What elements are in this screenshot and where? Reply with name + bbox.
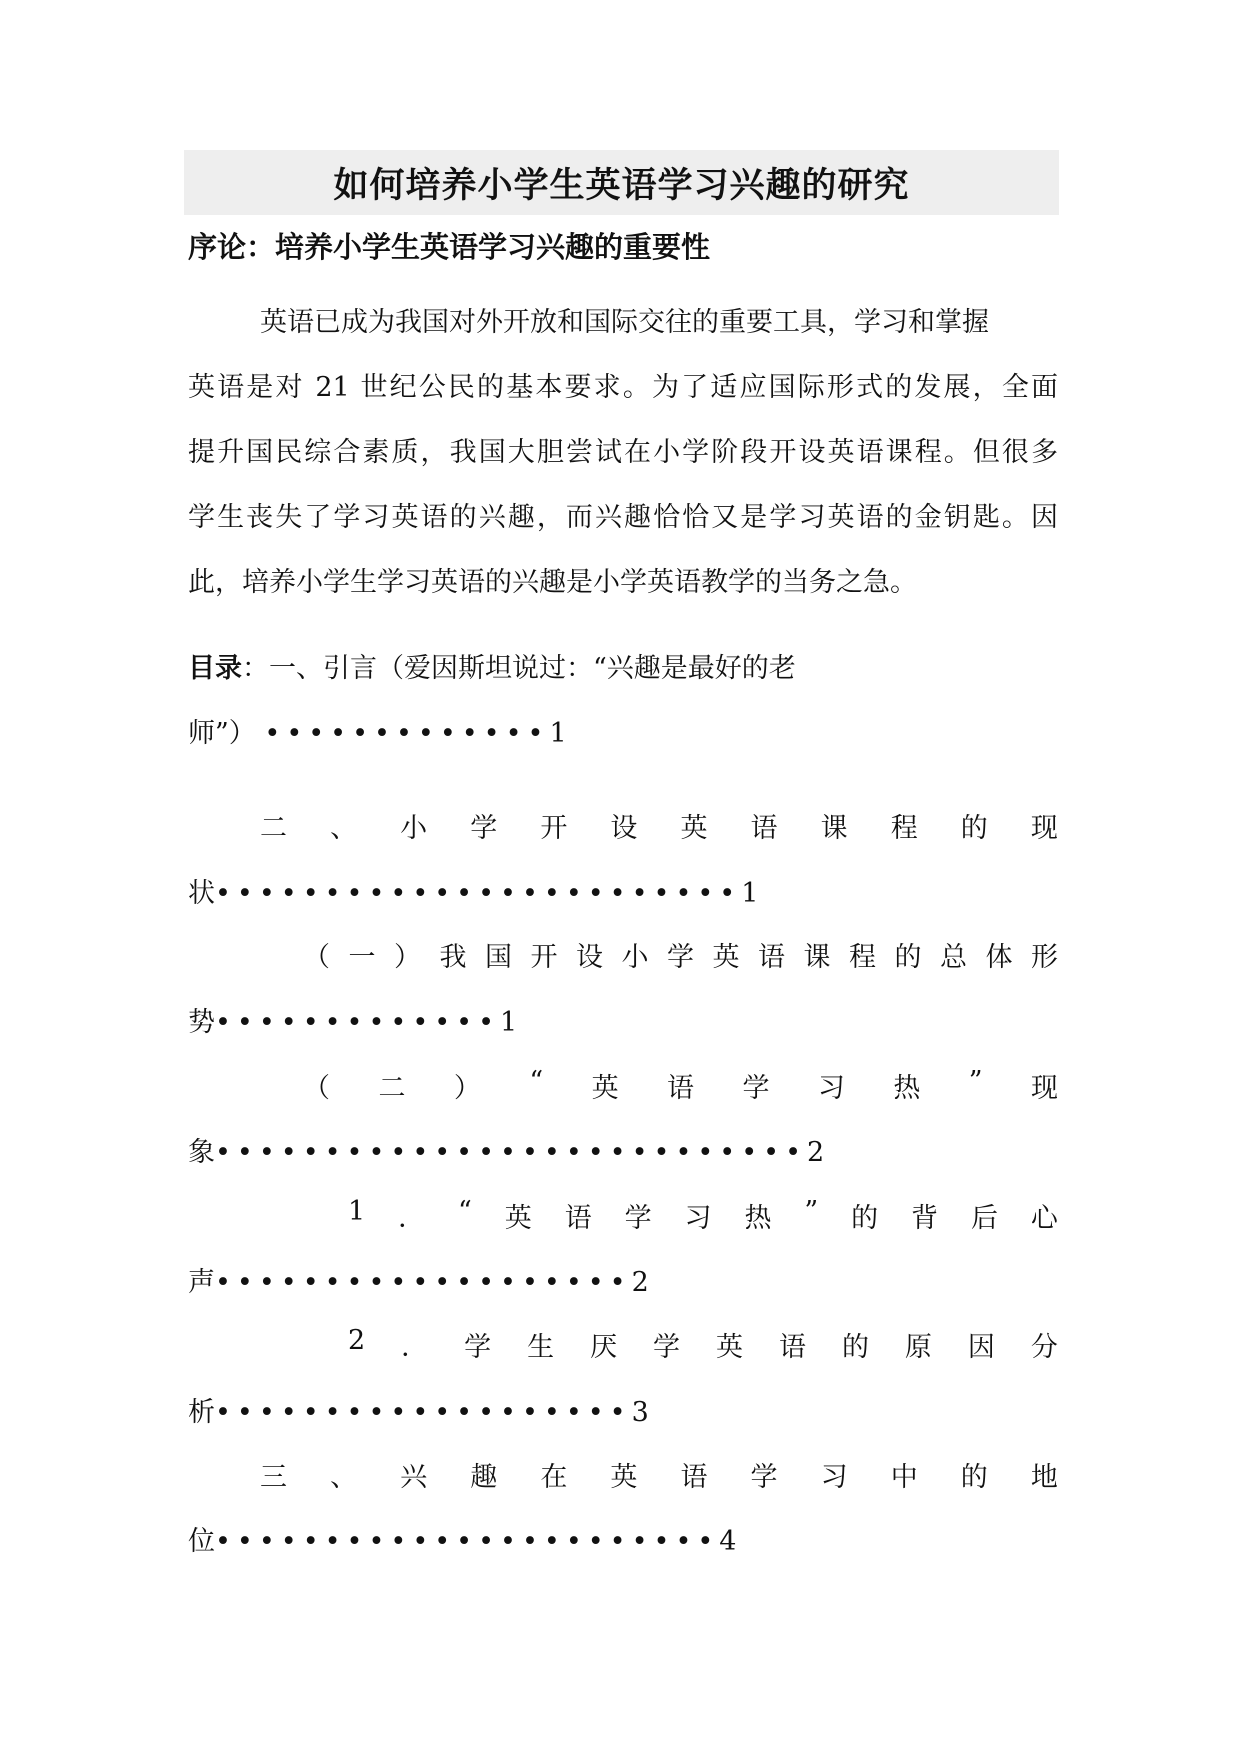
toc-char: 习	[817, 1073, 845, 1104]
preface-line: 英语是对 21 世纪公民的基本要求。为了适应国际形式的发展，全面	[188, 372, 1058, 403]
toc-char: 小	[400, 813, 428, 844]
toc-char: 的	[960, 1462, 988, 1493]
toc-char: 的	[851, 1203, 879, 1234]
toc-entry-cont	[188, 711, 567, 750]
toc-char: ”	[804, 1196, 819, 1227]
toc-char: 现	[1031, 1073, 1058, 1104]
toc-char: 在	[540, 1462, 568, 1493]
toc-entry-cont	[188, 1000, 517, 1039]
toc-char: 英	[680, 813, 708, 844]
toc-entry-cont	[188, 1519, 736, 1558]
preface-line: 学生丧失了学习英语的兴趣，而兴趣恰恰又是学习英语的金钥匙。因	[188, 502, 1058, 533]
toc-char: 我	[439, 942, 467, 973]
toc-char: 厌	[590, 1332, 618, 1363]
toc-char: “	[529, 1066, 544, 1097]
toc-char: 小	[621, 942, 649, 973]
toc-char: 三	[260, 1462, 287, 1493]
toc-leader-dots: •••••••••••••	[215, 1007, 501, 1038]
toc-entry-intro	[188, 646, 796, 685]
toc-char: 英	[610, 1462, 638, 1493]
toc-char: 习	[820, 1462, 848, 1493]
preface-heading: 序论：培养小学生英语学习兴趣的重要性	[188, 230, 711, 264]
toc-char: ）	[394, 942, 421, 973]
document-title: 如何培养小学生英语学习兴趣的研究	[333, 164, 910, 206]
toc-char: 设	[610, 813, 638, 844]
toc-char: 背	[911, 1203, 939, 1234]
preface-line: 英语已成为我国对外开放和国际交往的重要工具，学习和掌握	[260, 307, 989, 338]
toc-char: 语	[778, 1332, 806, 1363]
toc-char: 现	[1030, 813, 1058, 844]
toc-char: 英	[504, 1203, 532, 1234]
toc-char: 的	[894, 942, 922, 973]
toc-entry-cont	[188, 1260, 649, 1299]
toc-char: 热	[744, 1203, 772, 1234]
toc-char: 课	[803, 942, 831, 973]
toc-page-number: 2	[807, 1137, 825, 1168]
toc-entry-reasons	[348, 1325, 1058, 1364]
toc-char: 英	[591, 1073, 619, 1104]
toc-char: ）	[453, 1073, 481, 1104]
toc-char: 学	[667, 942, 694, 973]
toc-page-number: 1	[549, 718, 567, 749]
toc-char: 语	[667, 1073, 694, 1104]
toc-char: 兴	[400, 1462, 428, 1493]
toc-entry-text: 状	[188, 878, 215, 909]
toc-page-number: 2	[631, 1267, 649, 1298]
toc-char: ．	[401, 1332, 429, 1363]
toc-char: 的	[960, 813, 988, 844]
toc-char: 语	[758, 942, 785, 973]
toc-char: 体	[985, 942, 1013, 973]
toc-page-number: 1	[500, 1007, 518, 1038]
preface-line: 此，培养小学生学习英语的兴趣是小学英语教学的当务之急。	[188, 567, 917, 598]
toc-entry-voice	[348, 1196, 1058, 1235]
toc-entry-text: 位	[188, 1526, 215, 1557]
toc-page-number: 3	[631, 1397, 649, 1428]
toc-char: 生	[527, 1332, 555, 1363]
toc-entry-text: 象	[188, 1137, 215, 1168]
toc-entry-overall	[303, 935, 1058, 974]
toc-leader-dots: •••••••••••••	[264, 718, 550, 749]
toc-char: 心	[1030, 1203, 1058, 1234]
toc-entry-cont	[188, 1390, 649, 1429]
toc-char: 学	[470, 813, 498, 844]
preface-line: 提升国民综合素质，我国大胆尝试在小学阶段开设英语课程。但很多	[188, 437, 1058, 468]
toc-entry-fever	[303, 1066, 1058, 1105]
toc-page-number: 4	[719, 1526, 737, 1557]
toc-leader-dots: •••••••••••••••••••	[215, 1267, 632, 1298]
toc-char: 、	[330, 813, 358, 844]
toc-leader-dots: •••••••••••••••••••	[215, 1397, 632, 1428]
toc-char: 、	[330, 1462, 358, 1493]
toc-leader-dots: •••••••••••••••••••••••••••	[215, 1137, 807, 1168]
toc-entry-text: 一、引言（爱因斯坦说过：“兴趣是最好的老	[269, 653, 796, 684]
toc-leader-dots: •••••••••••••••••••••••	[215, 1526, 720, 1557]
toc-char: 英	[716, 1332, 743, 1363]
toc-char: 分	[1030, 1332, 1058, 1363]
toc-char: 课	[820, 813, 848, 844]
preface-paragraph	[188, 290, 1058, 615]
toc-char: 原	[904, 1332, 932, 1363]
toc-char: 二	[260, 813, 287, 844]
toc-entry-cont	[188, 1130, 824, 1169]
toc-entry-text: 势	[188, 1007, 215, 1038]
toc-entry-text: 师”）	[188, 718, 256, 749]
toc-char: 学	[742, 1073, 770, 1104]
toc-leader-dots: ••••••••••••••••••••••••	[215, 878, 742, 909]
toc-entry-text: 声	[188, 1267, 215, 1298]
toc-char: 程	[849, 942, 876, 973]
toc-entry-status	[260, 806, 1058, 845]
toc-label: 目录	[188, 653, 242, 684]
toc-char: 地	[1030, 1462, 1058, 1493]
toc-char: 一	[348, 942, 376, 973]
toc-char: 国	[485, 942, 512, 973]
toc-char: 开	[540, 813, 568, 844]
toc-char: （	[303, 1073, 330, 1104]
toc-label-colon: ：	[242, 653, 269, 684]
toc-char: 学	[750, 1462, 778, 1493]
toc-char: 后	[970, 1203, 998, 1234]
toc-char: 学	[653, 1332, 681, 1363]
toc-char: 热	[893, 1073, 921, 1104]
title-band	[184, 150, 1059, 215]
toc-char: 语	[750, 813, 778, 844]
toc-char: ．	[398, 1203, 426, 1234]
toc-char: 总	[940, 942, 967, 973]
toc-char: 设	[576, 942, 603, 973]
toc-page-number: 1	[741, 878, 759, 909]
toc-char: 语	[680, 1462, 708, 1493]
toc-char: 开	[530, 942, 558, 973]
toc-entry-cont	[188, 871, 758, 910]
toc-char: ”	[968, 1066, 983, 1097]
toc-char: 2	[348, 1325, 366, 1356]
toc-entry-role	[260, 1455, 1058, 1494]
toc-char: 语	[564, 1203, 592, 1234]
toc-char: 趣	[470, 1462, 498, 1493]
toc-char: “	[458, 1196, 472, 1227]
toc-char: 1	[348, 1196, 366, 1227]
toc-char: 因	[967, 1332, 995, 1363]
toc-char: 二	[378, 1073, 406, 1104]
toc-char: 形	[1031, 942, 1058, 973]
toc-char: 中	[890, 1462, 918, 1493]
toc-char: 学	[624, 1203, 652, 1234]
toc-char: 程	[890, 813, 918, 844]
toc-char: 的	[841, 1332, 869, 1363]
toc-char: 习	[684, 1203, 712, 1234]
toc-char: （	[303, 942, 330, 973]
toc-entry-text: 析	[188, 1397, 215, 1428]
toc-char: 学	[464, 1332, 492, 1363]
toc-char: 英	[712, 942, 740, 973]
